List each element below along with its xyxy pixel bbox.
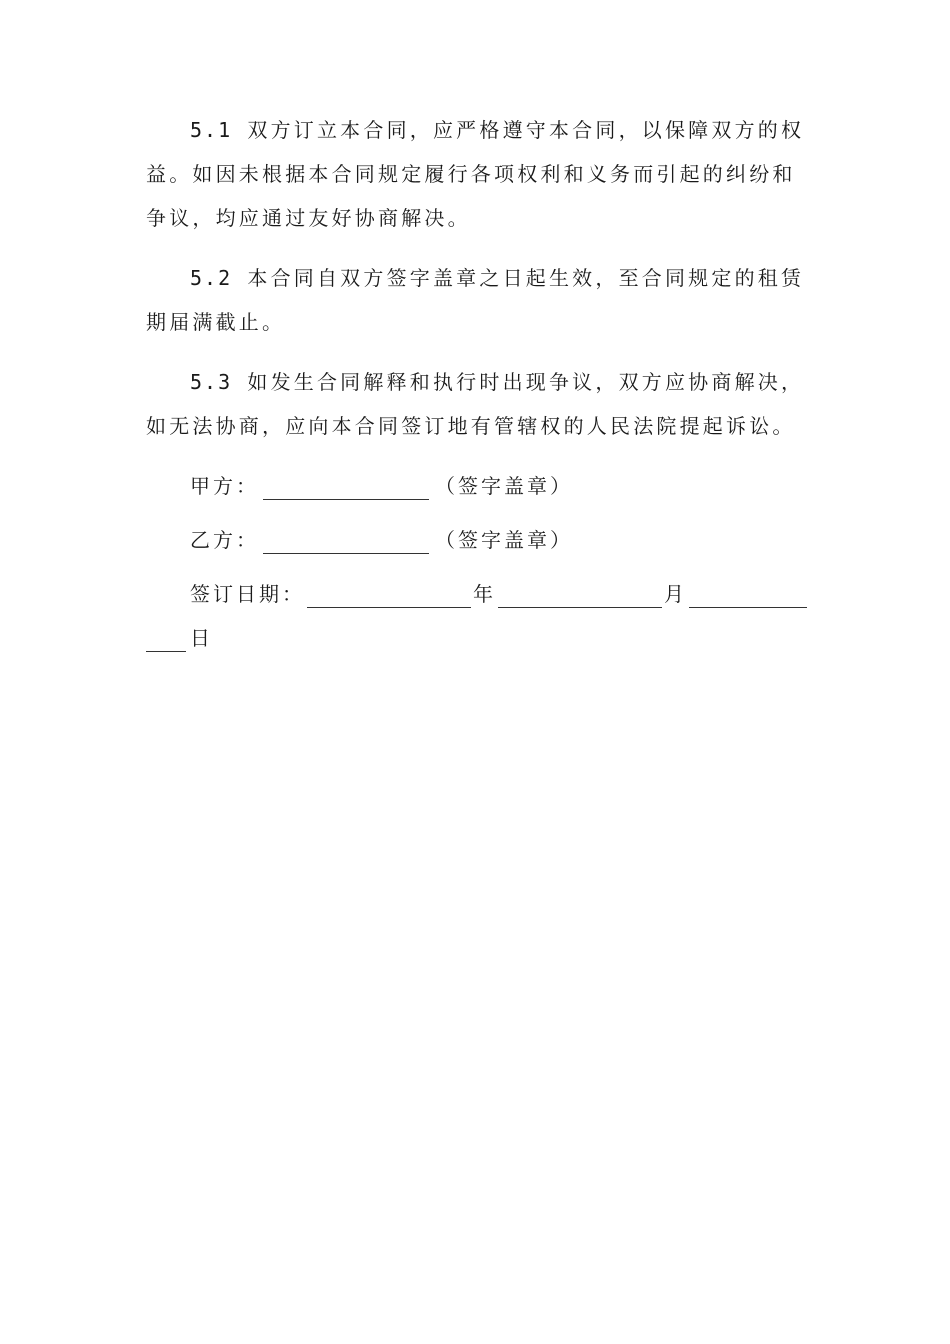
clause-number: 5.2 (190, 266, 233, 290)
year-blank[interactable] (307, 577, 471, 608)
party-a-seal-note: （签字盖章） (435, 474, 573, 498)
party-a-signature (146, 464, 806, 508)
day-blank-part1[interactable] (689, 577, 807, 608)
clause-text: 如发生合同解释和执行时出现争议，双方应协商解决，如无法协商，应向本合同签订地有管辖权的人民法院提起诉讼。 (146, 370, 805, 438)
clause-number: 5.1 (190, 118, 233, 142)
contract-page (146, 108, 806, 660)
party-b-seal-note: （签字盖章） (435, 528, 573, 552)
month-blank[interactable] (498, 577, 662, 608)
month-char: 月 (664, 582, 687, 606)
party-a-blank[interactable] (263, 469, 429, 500)
signing-date (146, 572, 806, 660)
party-b-blank[interactable] (263, 523, 429, 554)
clause-text: 双方订立本合同，应严格遵守本合同，以保障双方的权益。如因未根据本合同规定履行各项权利和义务而引起的纠纷和争议，均应通过友好协商解决。 (146, 118, 805, 230)
clause-text: 本合同自双方签字盖章之日起生效，至合同规定的租赁期届满截止。 (146, 266, 805, 334)
day-blank-part2[interactable] (146, 621, 186, 652)
clause-5-3 (146, 360, 806, 448)
clause-number: 5.3 (190, 370, 233, 394)
year-char: 年 (473, 582, 496, 606)
date-label: 签订日期： (190, 582, 305, 606)
party-b-label: 乙方： (190, 528, 259, 552)
party-a-label: 甲方： (190, 474, 259, 498)
clause-5-2 (146, 256, 806, 344)
party-b-signature (146, 518, 806, 562)
day-char: 日 (190, 626, 213, 650)
clause-5-1 (146, 108, 806, 240)
